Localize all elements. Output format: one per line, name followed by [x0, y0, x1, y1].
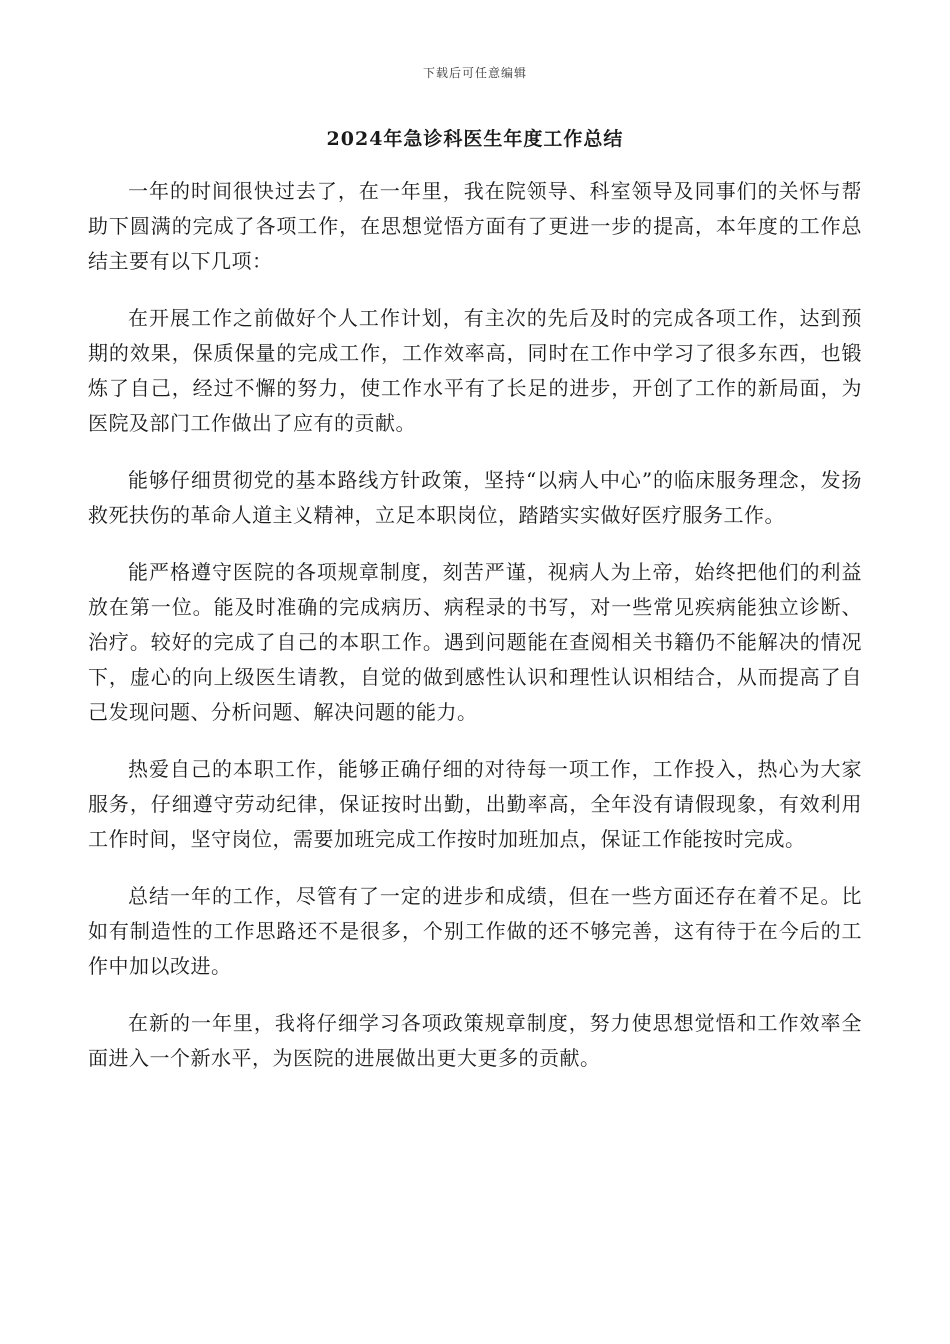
document-title: 2024年急诊科医生年度工作总结: [326, 128, 624, 150]
header-note: 下载后可任意编辑: [422, 66, 527, 80]
paragraph-shortcomings: 总结一年的工作，尽管有了一定的进步和成绩，但在一些方面还存在着不足。比如有制造性的工作思路还不是很多，个别工作做的还不够完善，这有待于在今后的工作中加以改进。: [88, 884, 862, 978]
paragraph-policy: 能够仔细贯彻党的基本路线方针政策，坚持“以病人中心”的临床服务理念，发扬救死扶伤的革命人道主义精神，立足本职岗位，踏踏实实做好医疗服务工作。: [88, 468, 862, 527]
paragraph-rules: 能严格遵守医院的各项规章制度，刻苦严谨，视病人为上帝，始终把他们的利益放在第一位。能及时准确的完成病历、病程录的书写，对一些常见疾病能独立诊断、治疗。较好的完成了自己的本职工作。遇到问题能在查阅相关书籍仍不能解决的情况下，虚心的向上级医生请教，自觉的做到感性认识和理性认识相结合，从而提高了自己发现问题、分析问题、解决问题的能力。: [88, 560, 862, 724]
paragraph-work-plan: 在开展工作之前做好个人工作计划，有主次的先后及时的完成各项工作，达到预期的效果，保质保量的完成工作，工作效率高，同时在工作中学习了很多东西，也锻炼了自己，经过不懈的努力，使工作水平有了长足的进步，开创了工作的新局面，为医院及部门工作做出了应有的贡献。: [88, 306, 862, 435]
paragraph-intro: 一年的时间很快过去了，在一年里，我在院领导、科室领导及同事们的关怀与帮助下圆满的完成了各项工作，在思想觉悟方面有了更进一步的提高，本年度的工作总结主要有以下几项：: [88, 179, 862, 273]
paragraph-outlook: 在新的一年里，我将仔细学习各项政策规章制度，努力使思想觉悟和工作效率全面进入一个新水平，为医院的进展做出更大更多的贡献。: [88, 1011, 862, 1070]
paragraph-dedication: 热爱自己的本职工作，能够正确仔细的对待每一项工作，工作投入，热心为大家服务，仔细遵守劳动纪律，保证按时出勤，出勤率高，全年没有请假现象，有效利用工作时间，坚守岗位，需要加班完成工作按时加班加点，保证工作能按时完成。: [88, 757, 862, 851]
document-body: [88, 174, 862, 1098]
